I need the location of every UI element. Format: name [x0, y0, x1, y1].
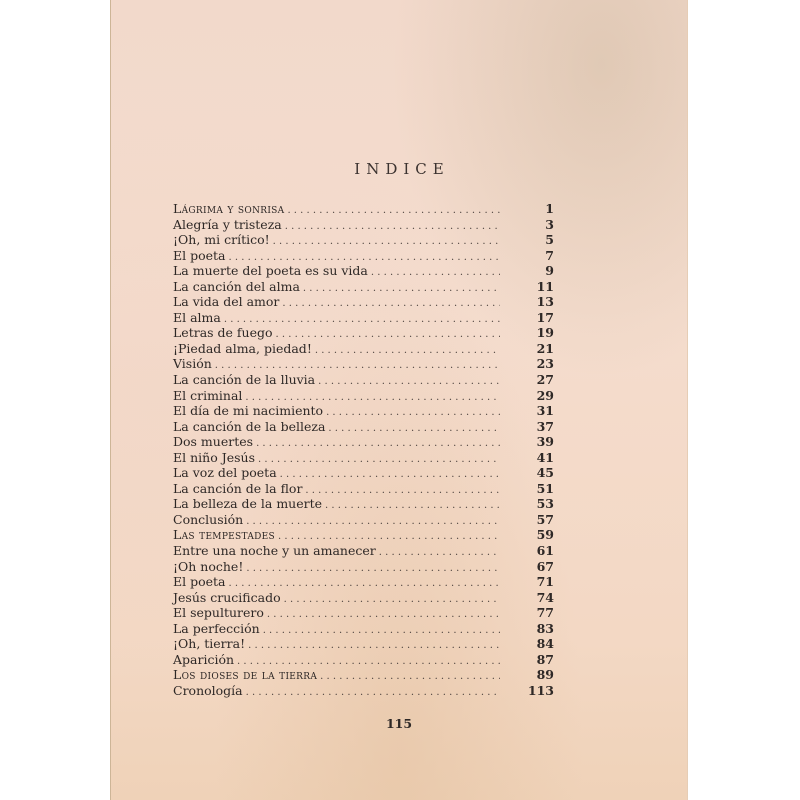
- toc-entry: [173, 636, 554, 652]
- leader-dots: [284, 592, 500, 608]
- toc-entry-page: 29: [536, 387, 554, 403]
- toc-entry-title: La vida del amor: [173, 294, 280, 310]
- toc-entry-title: Las tempestades: [173, 527, 275, 543]
- toc-entry-title: La canción de la flor: [173, 480, 303, 496]
- toc-entry-title: ¡Piedad alma, piedad!: [173, 340, 312, 356]
- toc-entry-page: 37: [536, 418, 554, 434]
- toc-entry-page: 77: [536, 605, 554, 621]
- leader-dots: [258, 452, 500, 468]
- leader-dots: [248, 638, 500, 654]
- toc-entry-title: La voz del poeta: [173, 465, 277, 481]
- toc-entry-title: El alma: [173, 309, 221, 325]
- book-page: [110, 0, 688, 800]
- leader-dots: [256, 436, 500, 452]
- toc-entry-title: La canción del alma: [173, 278, 300, 294]
- page-number: 115: [385, 716, 413, 731]
- leader-dots: [246, 514, 500, 530]
- table-of-contents: [173, 201, 554, 699]
- toc-entry-page: 57: [536, 511, 554, 527]
- toc-entry-title: ¡Oh, tierra!: [173, 636, 246, 652]
- toc-entry-page: 13: [536, 294, 554, 310]
- toc-entry-title: La muerte del poeta es su vida: [173, 263, 368, 279]
- toc-entry-title: El niño Jesús: [173, 449, 255, 465]
- leader-dots: [246, 685, 500, 701]
- toc-entry: [173, 356, 554, 372]
- toc-entry-page: 74: [536, 589, 554, 605]
- toc-entry: [173, 372, 554, 388]
- leader-dots: [379, 545, 500, 561]
- toc-entry-title: La belleza de la muerte: [173, 496, 323, 512]
- toc-entry: [173, 481, 554, 497]
- toc-entry-title: El día de mi nacimiento: [173, 403, 324, 419]
- page-title: INDICE: [354, 160, 450, 178]
- leader-dots: [282, 296, 500, 312]
- toc-entry: [173, 388, 554, 404]
- toc-entry-page: 31: [536, 403, 554, 419]
- toc-entry-title: Conclusión: [173, 511, 244, 527]
- toc-entry-title: ¡Oh noche!: [173, 558, 244, 574]
- toc-entry-page: 17: [536, 309, 554, 325]
- leader-dots: [315, 343, 500, 359]
- leader-dots: [318, 374, 500, 390]
- toc-entry-page: 41: [536, 449, 554, 465]
- toc-entry: [173, 621, 554, 637]
- leader-dots: [273, 234, 500, 250]
- toc-entry-page: 51: [536, 480, 554, 496]
- leader-dots: [305, 483, 500, 499]
- toc-entry-title: El sepulturero: [173, 605, 264, 621]
- toc-entry-page: 61: [536, 543, 554, 559]
- leader-dots: [280, 467, 500, 483]
- toc-entry-title: La perfección: [173, 620, 260, 636]
- toc-entry-page: 5: [545, 232, 554, 248]
- leader-dots: [287, 203, 500, 219]
- leader-dots: [328, 421, 500, 437]
- toc-entry-page: 39: [536, 434, 554, 450]
- toc-entry: [173, 512, 554, 528]
- leader-dots: [246, 561, 500, 577]
- toc-entry: [173, 465, 554, 481]
- leader-dots: [371, 265, 500, 281]
- toc-entry: [173, 279, 554, 295]
- toc-entry: [173, 310, 554, 326]
- toc-entry: [173, 294, 554, 310]
- toc-entry: [173, 403, 554, 419]
- toc-entry-page: 71: [536, 574, 554, 590]
- leader-dots: [263, 623, 500, 639]
- toc-entry-title: Aparición: [173, 651, 235, 667]
- toc-entry-page: 3: [545, 216, 554, 232]
- toc-entry-page: 113: [527, 682, 554, 698]
- toc-entry: [173, 683, 554, 699]
- toc-entry-title: Entre una noche y un amanecer: [173, 543, 376, 559]
- toc-entry: [173, 667, 554, 683]
- toc-entry-page: 23: [536, 356, 554, 372]
- toc-entry-title: Lágrima y sonrisa: [173, 201, 285, 216]
- toc-entry: [173, 543, 554, 559]
- toc-entry: [173, 434, 554, 450]
- leader-dots: [285, 219, 500, 235]
- toc-entry-title: Letras de fuego: [173, 325, 273, 341]
- toc-entry-title: Dos muertes: [173, 434, 254, 450]
- toc-entry-page: 11: [536, 278, 554, 294]
- toc-entry-title: La canción de la belleza: [173, 418, 326, 434]
- toc-entry-title: Los dioses de la tierra: [173, 667, 318, 683]
- toc-entry-title: Cronología: [173, 682, 243, 698]
- toc-entry-page: 84: [536, 636, 554, 652]
- toc-entry-page: 53: [536, 496, 554, 512]
- toc-entry: [173, 605, 554, 621]
- leader-dots: [326, 405, 500, 421]
- toc-entry: [173, 201, 554, 217]
- toc-entry: [173, 527, 554, 543]
- toc-entry: [173, 559, 554, 575]
- leader-dots: [325, 498, 500, 514]
- toc-entry-title: El criminal: [173, 387, 243, 403]
- toc-entry: [173, 590, 554, 606]
- toc-entry-page: 1: [545, 201, 554, 216]
- leader-dots: [320, 669, 500, 685]
- leader-dots: [267, 607, 500, 623]
- toc-entry: [173, 652, 554, 668]
- toc-entry-page: 89: [536, 667, 554, 683]
- toc-entry-title: ¡Oh, mi crítico!: [173, 232, 270, 248]
- toc-entry-title: La canción de la lluvia: [173, 372, 316, 388]
- toc-entry-page: 59: [536, 527, 554, 543]
- toc-entry-page: 21: [536, 340, 554, 356]
- toc-entry: [173, 217, 554, 233]
- toc-entry-title: El poeta: [173, 574, 226, 590]
- toc-entry-page: 87: [536, 651, 554, 667]
- leader-dots: [303, 281, 500, 297]
- toc-entry-page: 27: [536, 372, 554, 388]
- toc-entry: [173, 248, 554, 264]
- toc-entry: [173, 325, 554, 341]
- toc-entry: [173, 450, 554, 466]
- toc-entry: [173, 341, 554, 357]
- toc-entry-page: 19: [536, 325, 554, 341]
- toc-entry-page: 83: [536, 620, 554, 636]
- toc-entry: [173, 419, 554, 435]
- toc-entry: [173, 232, 554, 248]
- toc-entry-title: Visión: [173, 356, 212, 372]
- toc-entry-page: 9: [545, 263, 554, 279]
- toc-entry: [173, 496, 554, 512]
- toc-entry-title: Alegría y tristeza: [173, 216, 282, 232]
- toc-entry-title: Jesús crucificado: [173, 589, 281, 605]
- toc-entry-title: El poeta: [173, 247, 226, 263]
- toc-entry-page: 45: [536, 465, 554, 481]
- toc-entry-page: 7: [545, 247, 554, 263]
- toc-entry-page: 67: [536, 558, 554, 574]
- toc-entry: [173, 263, 554, 279]
- toc-entry: [173, 574, 554, 590]
